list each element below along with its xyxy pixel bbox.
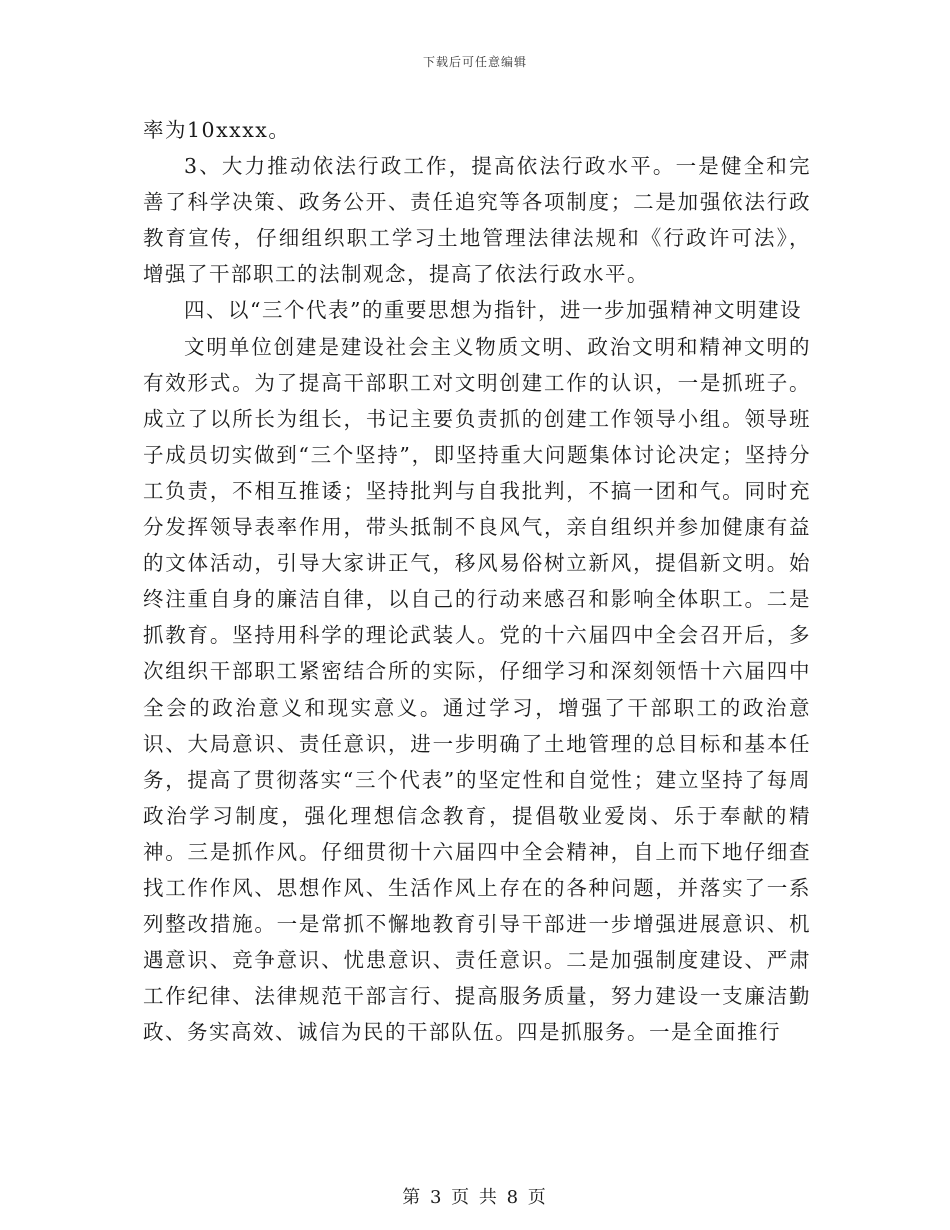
paragraph-2: 3、大力推动依法行政工作，提高依法行政水平。一是健全和完善了科学决策、政务公开、责任追究等各项制度；二是加强依法行政教育宣传，仔细组织职工学习土地管理法律法规和《行政许可法》，增强了干部职工的法制观念，提高了依法行政水平。 [143, 154, 811, 287]
paragraph-1: 率为10xxxx。 [143, 118, 291, 142]
page-header: 下载后可任意编辑 [422, 55, 527, 69]
document-body [143, 112, 811, 1050]
page-footer: 第 3 页 共 8 页 [402, 1187, 548, 1208]
paragraph-3: 文明单位创建是建设社会主义物质文明、政治文明和精神文明的有效形式。为了提高干部职工对文明创建工作的认识，一是抓班子。成立了以所长为组长，书记主要负责抓的创建工作领导小组。领导班子成员切实做到“三个坚持”，即坚持重大问题集体讨论决定；坚持分工负责，不相互推诿；坚持批判与自我批判，不搞一团和气。同时充分发挥领导表率作用，带头抵制不良风气，亲自组织并参加健康有益的文体活动，引导大家讲正气，移风易俗树立新风，提倡新文明。始终注重自身的廉洁自律，以自己的行动来感召和影响全体职工。二是抓教育。坚持用科学的理论武装人。党的十六届四中全会召开后，多次组织干部职工紧密结合所的实际，仔细学习和深刻领悟十六届四中全会的政治意义和现实意义。通过学习，增强了干部职工的政治意识、大局意识、责任意识，进一步明确了土地管理的总目标和基本任务，提高了贯彻落实“三个代表”的坚定性和自觉性；建立坚持了每周政治学习制度，强化理想信念教育，提倡敬业爱岗、乐于奉献的精神。三是抓作风。仔细贯彻十六届四中全会精神，自上而下地仔细查找工作作风、思想作风、生活作风上存在的各种问题，并落实了一系列整改措施。一是常抓不懈地教育引导干部进一步增强进展意识、机遇意识、竞争意识、忧患意识、责任意识。二是加强制度建设、严肃工作纪律、法律规范干部言行、提高服务质量，努力建设一支廉洁勤政、务实高效、诚信为民的干部队伍。四是抓服务。一是全面推行 [143, 334, 811, 1045]
section-heading-4: 四、以“三个代表”的重要思想为指针，进一步加强精神文明建设 [184, 298, 802, 323]
